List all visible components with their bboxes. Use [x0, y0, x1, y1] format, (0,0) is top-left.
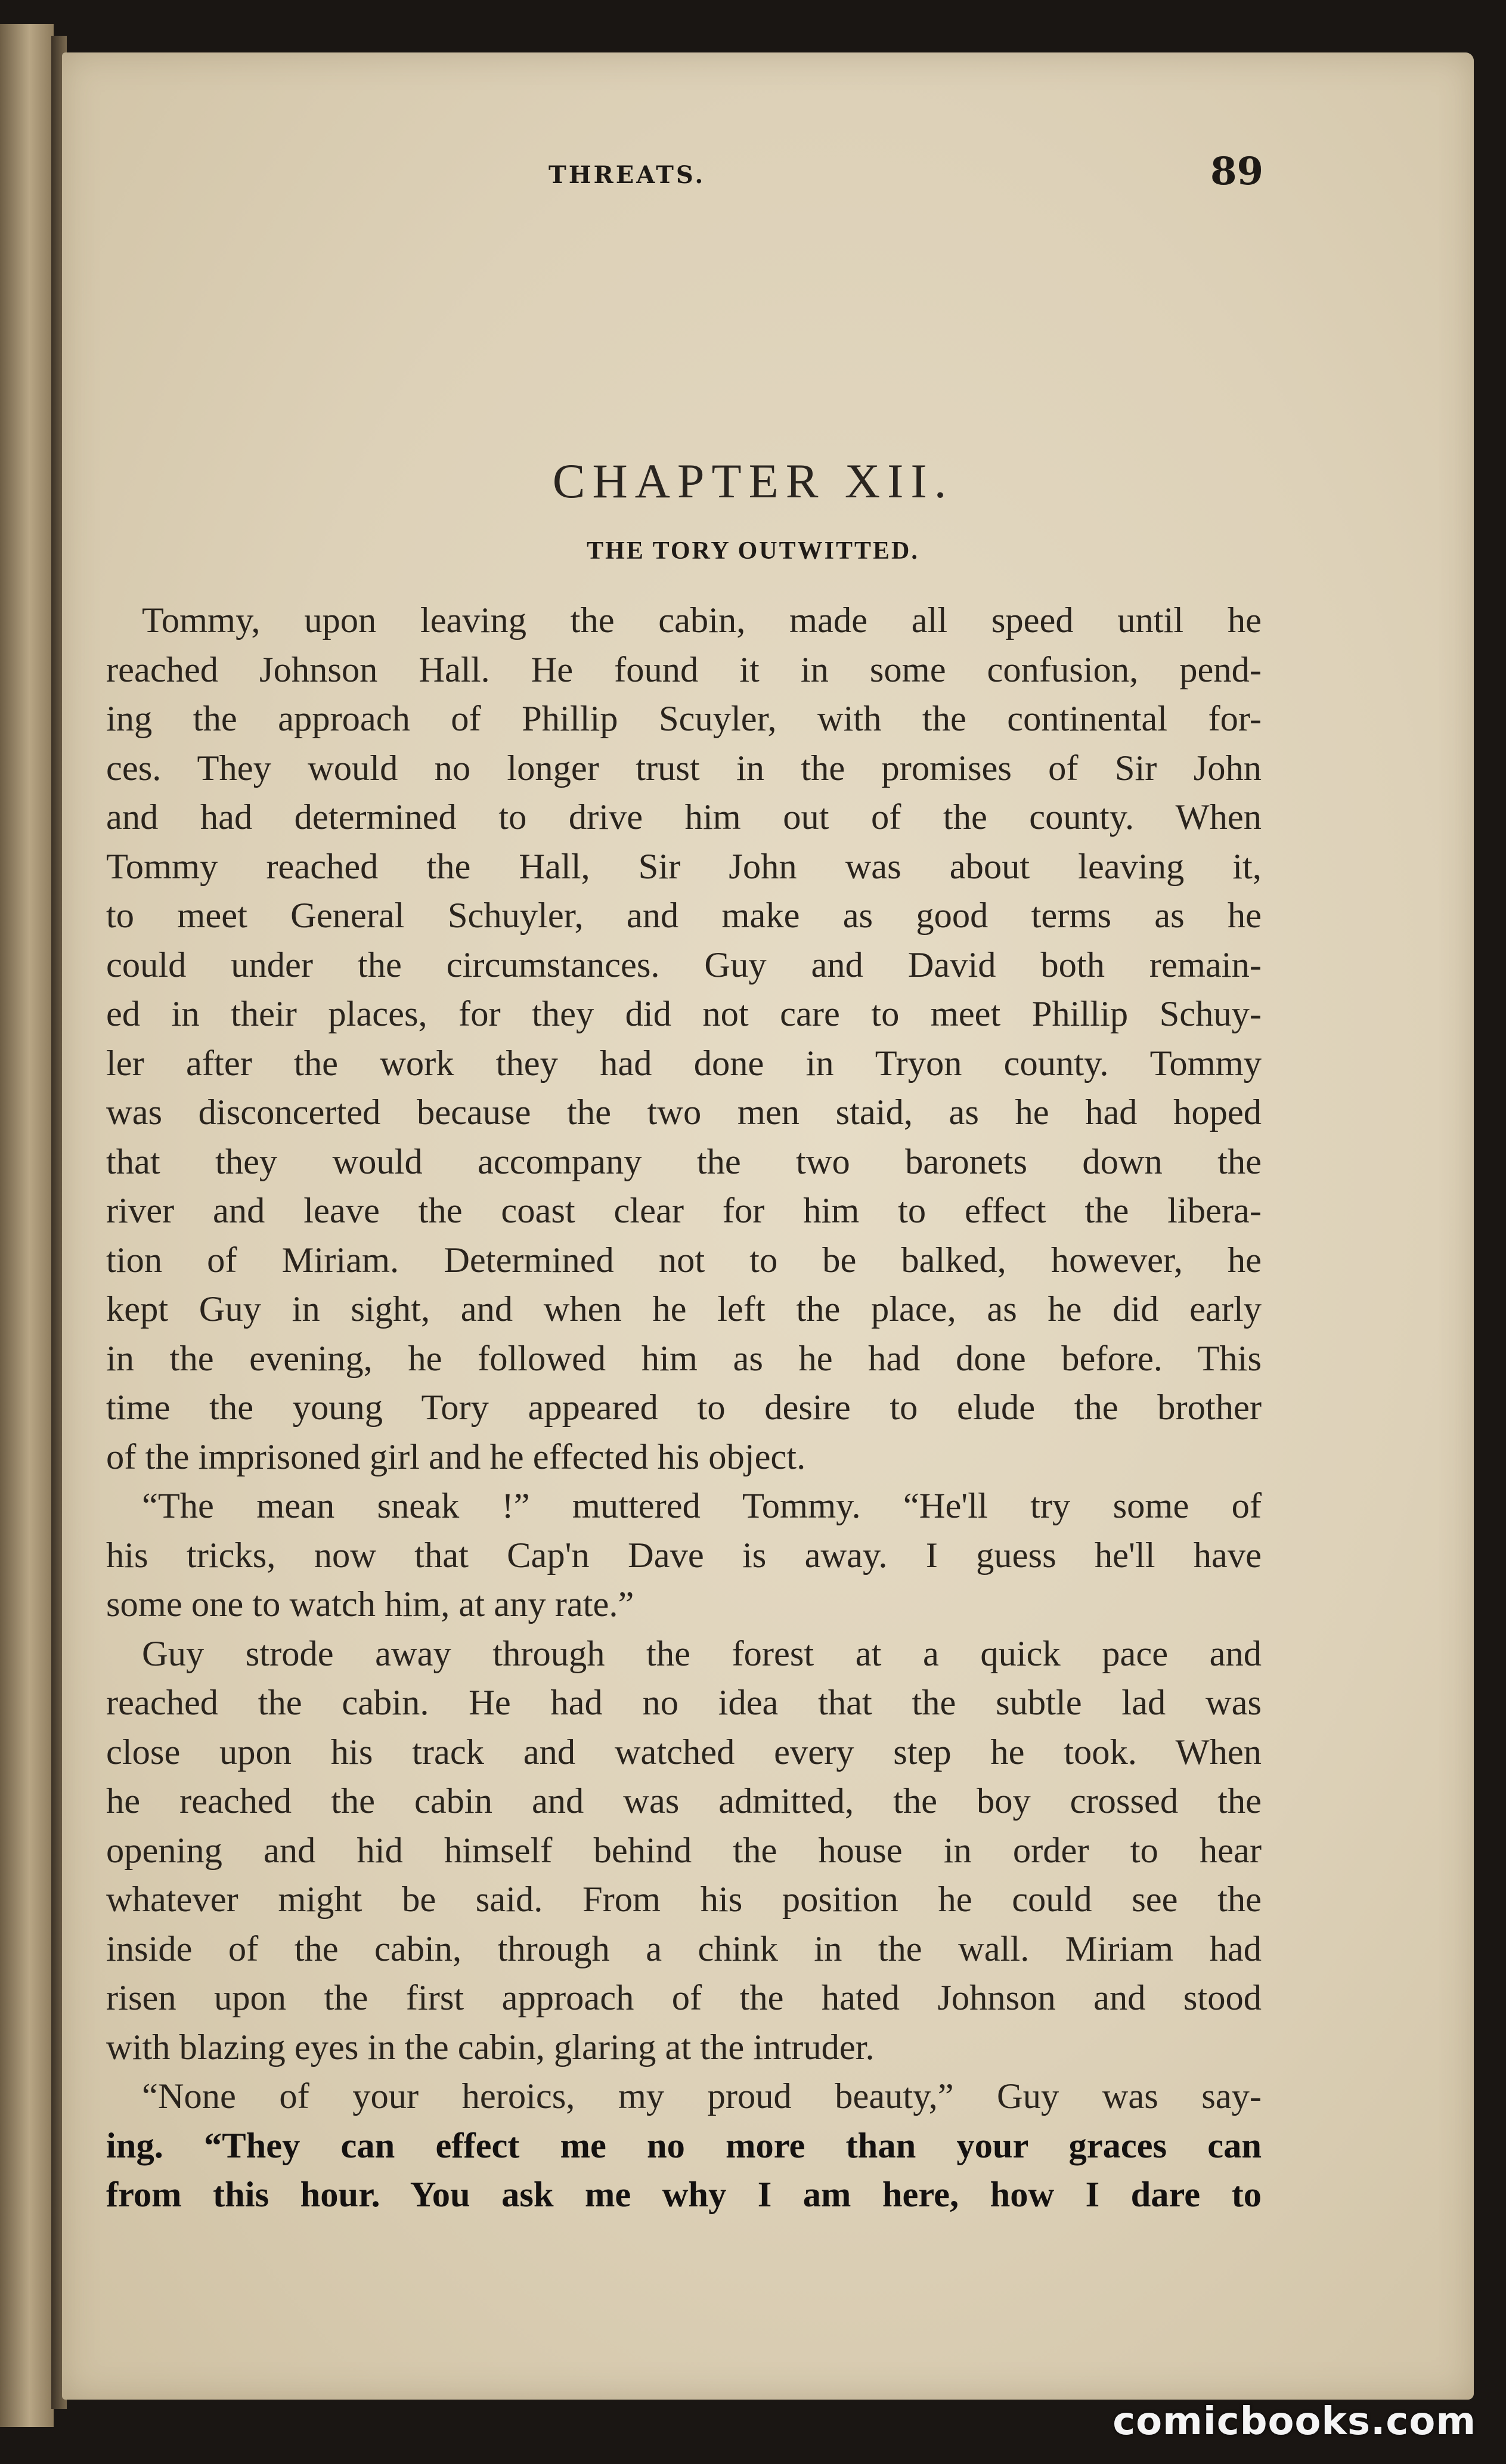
text-line: was disconcerted because the two men staid, as he had hoped — [106, 1092, 1262, 1132]
text-line: and had determined to drive him out of the county. When — [106, 797, 1262, 837]
text-line: river and leave the coast clear for him to effect the libera- — [106, 1191, 1262, 1231]
text-line: some one to watch him, at any rate.” — [106, 1584, 634, 1624]
text-line: of the imprisoned girl and he effected his object. — [106, 1437, 806, 1477]
text-line: ces. They would no longer trust in the promises of Sir John — [106, 748, 1262, 788]
text-line: time the young Tory appeared to desire to elude the brother — [106, 1388, 1262, 1428]
text-line: he reached the cabin and was admitted, the boy crossed the — [106, 1781, 1262, 1821]
text-line: reached the cabin. He had no idea that the subtle lad was — [106, 1683, 1262, 1723]
text-line: ed in their places, for they did not care to meet Phillip Schuy- — [106, 994, 1262, 1034]
text-line: ing the approach of Phillip Scuyler, with the continental for- — [106, 699, 1262, 739]
text-line: his tricks, now that Cap'n Dave is away. I guess he'll have — [106, 1535, 1262, 1575]
text-line: ing. “They can effect me no more than your graces can — [106, 2125, 1262, 2166]
facing-page-edge — [0, 24, 54, 2427]
text-line: in the evening, he followed him as he had done before. This — [106, 1338, 1262, 1379]
text-line: from this hour. You ask me why I am here, how I dare to — [106, 2175, 1262, 2215]
text-line: Tommy reached the Hall, Sir John was about leaving it, — [106, 846, 1262, 887]
running-head: THREATS. — [549, 161, 706, 189]
text-line: Tommy, upon leaving the cabin, made all speed until he — [142, 600, 1262, 640]
text-line: that they would accompany the two baronets down the — [106, 1141, 1262, 1182]
text-line: inside of the cabin, through a chink in the wall. Miriam had — [106, 1929, 1262, 1969]
chapter-subtitle: THE TORY OUTWITTED. — [587, 537, 919, 565]
page-number: 89 — [1210, 149, 1264, 194]
text-line: to meet General Schuyler, and make as good terms as he — [106, 896, 1262, 936]
watermark: comicbooks.com — [1113, 2400, 1476, 2444]
text-line: whatever might be said. From his position he could see the — [106, 1880, 1262, 1920]
text-line: kept Guy in sight, and when he left the place, as he did early — [106, 1289, 1262, 1329]
body-text — [106, 596, 1262, 2220]
text-line: “None of your heroics, my proud beauty,” Guy was say- — [142, 2076, 1262, 2116]
text-line: with blazing eyes in the cabin, glaring at the intruder. — [106, 2027, 875, 2067]
text-line: could under the circumstances. Guy and David both remain- — [106, 945, 1262, 985]
text-line: opening and hid himself behind the house in order to hear — [106, 1830, 1262, 1871]
text-line: risen upon the first approach of the hated Johnson and stood — [106, 1978, 1262, 2018]
text-line: ler after the work they had done in Tryon county. Tommy — [106, 1043, 1262, 1084]
text-line: “The mean sneak !” muttered Tommy. “He'll try some of — [142, 1486, 1262, 1526]
text-line: tion of Miriam. Determined not to be balked, however, he — [106, 1240, 1262, 1280]
text-line: Guy strode away through the forest at a quick pace and — [142, 1633, 1262, 1674]
text-line: reached Johnson Hall. He found it in some confusion, pend- — [106, 649, 1262, 690]
text-line: close upon his track and watched every step he took. When — [106, 1732, 1262, 1772]
chapter-title: CHAPTER XII. — [552, 454, 954, 508]
